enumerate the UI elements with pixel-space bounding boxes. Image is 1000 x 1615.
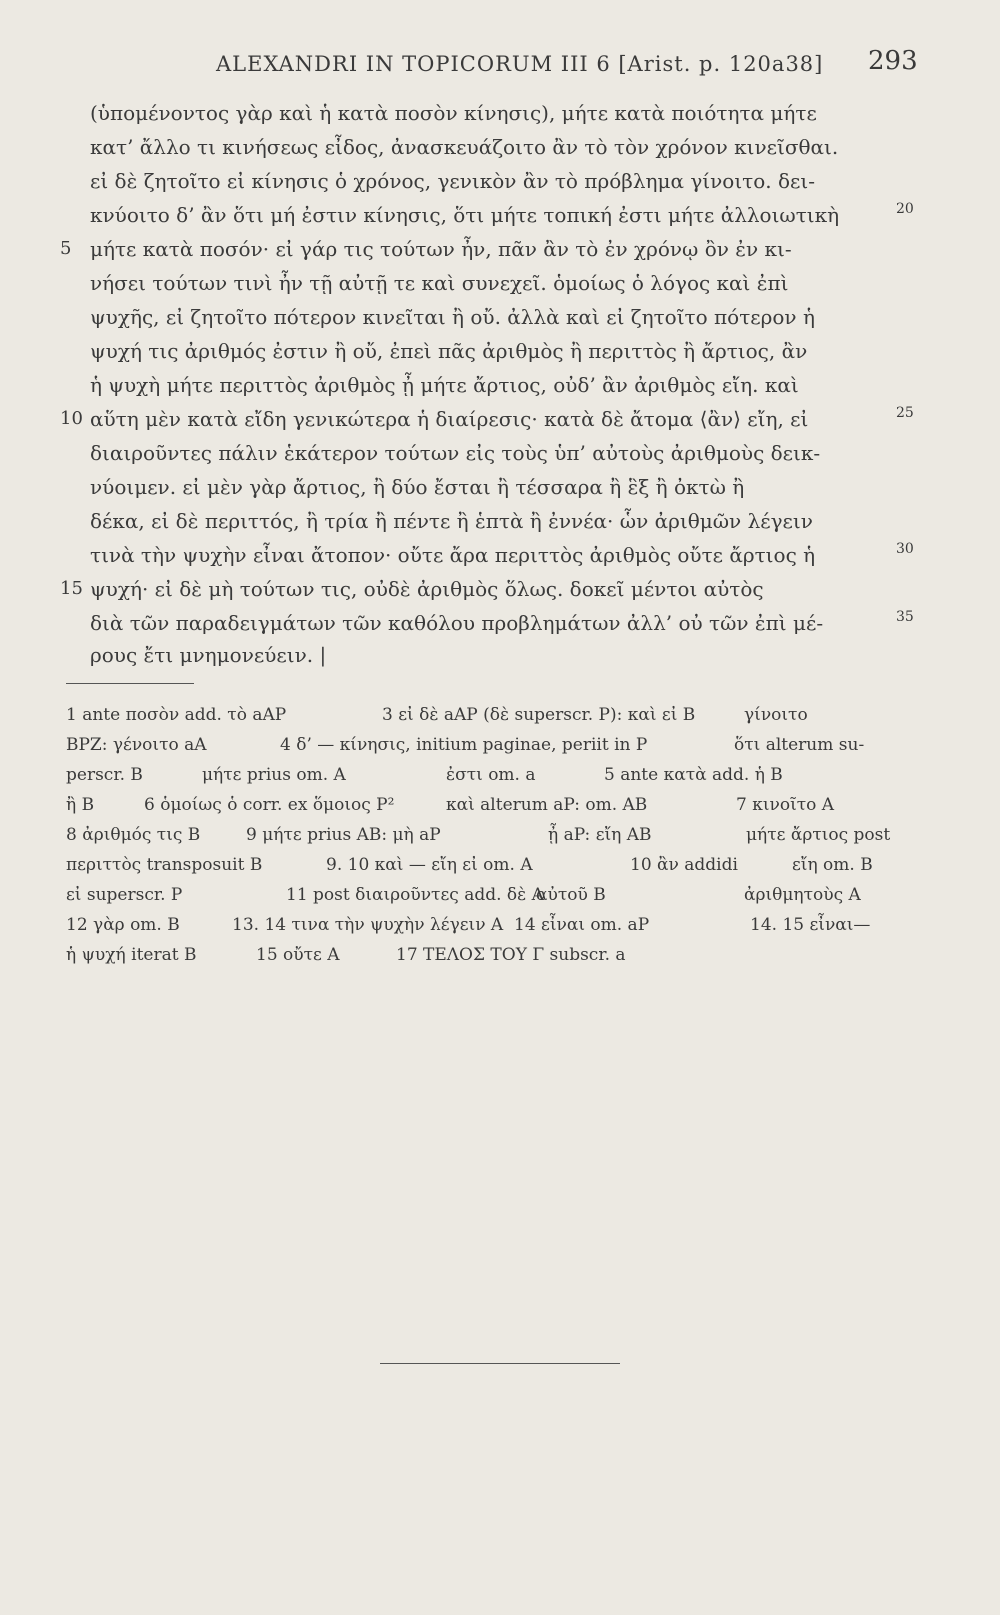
apparatus-line — [66, 880, 906, 910]
margin-line-number: 30 — [896, 541, 914, 557]
text-line-content: αὕτη μὲν κατὰ εἴδη γενικώτερα ἡ διαίρεσις· κατὰ δὲ ἄτομα ⟨ἂν⟩ εἴη, εἰ — [90, 407, 809, 431]
apparatus-note: 5 ante κατὰ add. ἡ B — [604, 765, 783, 785]
apparatus-note: ἐστι om. a — [446, 765, 536, 785]
text-line-content: διαιροῦντες πάλιν ἑκάτερον τούτων εἰς τοὺς ὑπ’ αὐτοὺς ἀριθμοὺς δεικ- — [90, 441, 821, 465]
apparatus-note: 11 post διαιροῦντες add. δὲ A — [286, 885, 544, 905]
apparatus-note: μήτε ἄρτιος post — [746, 825, 891, 845]
text-line-content: εἰ δὲ ζητοῖτο εἰ κίνησις ὁ χρόνος, γενικὸν ἂν τὸ πρόβλημα γίνοιτο. δει- — [90, 169, 815, 193]
page-number: 293 — [868, 46, 918, 76]
apparatus-line — [66, 730, 906, 760]
margin-line-number: 25 — [896, 405, 914, 421]
margin-line-number: 20 — [896, 201, 914, 217]
apparatus-note: καὶ alterum aP: om. AB — [446, 795, 648, 815]
text-line — [90, 198, 914, 232]
apparatus-note: ἢ B — [66, 795, 95, 815]
text-line — [90, 130, 890, 164]
text-line — [60, 402, 914, 436]
text-line-content: μήτε κατὰ ποσόν· εἰ γάρ τις τούτων ἦν, πᾶν ἂν τὸ ἐν χρόνῳ ὂν ἐν κι- — [90, 237, 792, 261]
text-line — [90, 436, 890, 470]
text-line-content: ρους ἔτι μνημονεύειν. | — [90, 643, 327, 667]
apparatus-line — [66, 940, 906, 970]
apparatus-note: 8 ἀριθμός τις B — [66, 825, 201, 845]
apparatus-note: 9 μήτε prius AB: μὴ aP — [246, 825, 441, 845]
apparatus-note: 14. 15 εἶναι— — [750, 915, 871, 935]
apparatus-line — [66, 700, 906, 730]
text-line-content: διὰ τῶν παραδειγμάτων τῶν καθόλου προβλημάτων ἀλλ’ οὐ τῶν ἐπὶ μέ- — [90, 611, 824, 635]
apparatus-note: 14 εἶναι om. aP — [514, 915, 650, 935]
line-number: 10 — [60, 408, 83, 429]
apparatus-note: perscr. B — [66, 765, 143, 785]
apparatus-note: 6 ὁμοίως ὁ corr. ex ὅμοιος P² — [144, 795, 395, 815]
text-line — [60, 232, 890, 266]
text-line — [90, 266, 890, 300]
apparatus-line — [66, 910, 906, 940]
text-line-content: (ὑπομένοντος γὰρ καὶ ἡ κατὰ ποσὸν κίνησις), μήτε κατὰ ποιότητα μήτε — [90, 101, 817, 125]
text-line — [90, 164, 890, 198]
text-line-content: κατ’ ἄλλο τι κινήσεως εἶδος, ἀνασκευάζοιτο ἂν τὸ τὸν χρόνον κινεῖσθαι. — [90, 135, 839, 159]
text-line — [90, 470, 890, 504]
apparatus-note: 9. 10 καὶ — εἴη εἰ om. A — [326, 855, 533, 875]
text-line-content: κνύοιτο δ’ ἂν ὅτι μή ἐστιν κίνησις, ὅτι μήτε τοπική ἐστι μήτε ἀλλοιωτικὴ — [90, 203, 840, 227]
apparatus-line — [66, 850, 906, 880]
apparatus-note: 3 εἰ δὲ aAP (δὲ superscr. P): καὶ εἰ B — [382, 705, 696, 725]
apparatus-note: γίνοιτο — [744, 705, 808, 725]
text-line — [60, 572, 890, 606]
text-line-content: νύοιμεν. εἰ μὲν γὰρ ἄρτιος, ἢ δύο ἔσται ἢ τέσσαρα ἢ ἓξ ἢ ὀκτὼ ἢ — [90, 475, 745, 499]
apparatus-note: μήτε prius om. A — [202, 765, 346, 785]
apparatus-note: ἡ ψυχή iterat B — [66, 945, 197, 965]
apparatus-divider — [66, 683, 194, 684]
apparatus-note: εἴη om. B — [792, 855, 873, 875]
apparatus-note: 13. 14 τινα τὴν ψυχὴν λέγειν A — [232, 915, 504, 935]
text-line — [90, 504, 890, 538]
apparatus-line — [66, 760, 906, 790]
end-rule — [380, 1363, 620, 1364]
apparatus-note: εἰ superscr. P — [66, 885, 183, 905]
text-line-content: ψυχή· εἰ δὲ μὴ τούτων τις, οὐδὲ ἀριθμὸς ὅλως. δοκεῖ μέντοι αὐτὸς — [90, 577, 764, 601]
apparatus-note: 17 ΤΕΛΟΣ ΤΟΥ Γ subscr. a — [396, 945, 626, 965]
apparatus-note: BPZ: γένοιτο aA — [66, 735, 207, 755]
apparatus-note: ἀριθμητοὺς A — [744, 885, 861, 905]
apparatus-note: 12 γὰρ om. B — [66, 915, 180, 935]
text-line — [90, 368, 890, 402]
text-line — [90, 96, 890, 130]
apparatus-note: ᾖ aP: εἴη AB — [548, 825, 652, 845]
apparatus-note: 1 ante ποσὸν add. τὸ aAP — [66, 705, 287, 725]
line-number: 15 — [60, 578, 83, 599]
text-line — [90, 606, 914, 640]
text-line-content: ψυχῆς, εἰ ζητοῖτο πότερον κινεῖται ἢ οὔ. ἀλλὰ καὶ εἰ ζητοῖτο πότερον ἡ — [90, 305, 815, 329]
text-line — [90, 300, 890, 334]
text-line — [90, 538, 914, 572]
apparatus-note: περιττὸς transposuit B — [66, 855, 263, 875]
apparatus-note: 10 ἂν addidi — [630, 855, 738, 875]
margin-line-number: 35 — [896, 609, 914, 625]
apparatus-line — [66, 820, 906, 850]
line-number: 5 — [60, 238, 72, 259]
apparatus-note: ὅτι alterum su- — [734, 735, 865, 755]
text-line-content: ψυχή τις ἀριθμός ἐστιν ἢ οὔ, ἐπεὶ πᾶς ἀριθμὸς ἢ περιττὸς ἢ ἄρτιος, ἂν — [90, 339, 808, 363]
running-head — [0, 44, 1000, 84]
apparatus-line — [66, 790, 906, 820]
apparatus-note: αὐτοῦ B — [536, 885, 606, 905]
text-line-content: τινὰ τὴν ψυχὴν εἶναι ἄτοπον· οὔτε ἄρα περιττὸς ἀριθμὸς οὔτε ἄρτιος ἡ — [90, 543, 816, 567]
apparatus-note: 15 οὔτε A — [256, 945, 340, 965]
text-line-content: νήσει τούτων τινὶ ἦν τῇ αὐτῇ τε καὶ συνεχεῖ. ὁμοίως ὁ λόγος καὶ ἐπὶ — [90, 271, 789, 295]
text-line-content: ἡ ψυχὴ μήτε περιττὸς ἀριθμὸς ᾖ μήτε ἄρτιος, οὐδ’ ἂν ἀριθμὸς εἴη. καὶ — [90, 373, 799, 397]
running-title: ALEXANDRI IN TOPICORUM III 6 [Arist. p. 120a38] — [216, 52, 824, 76]
text-line — [90, 334, 890, 368]
apparatus-note: 4 δ’ — κίνησις, initium paginae, periit in P — [280, 735, 648, 755]
apparatus-note: 7 κινοῖτο A — [736, 795, 835, 815]
text-line-content: δέκα, εἰ δὲ περιττός, ἢ τρία ἢ πέντε ἢ ἑπτὰ ἢ ἐννέα· ὧν ἀριθμῶν λέγειν — [90, 509, 813, 533]
text-line — [90, 638, 890, 672]
